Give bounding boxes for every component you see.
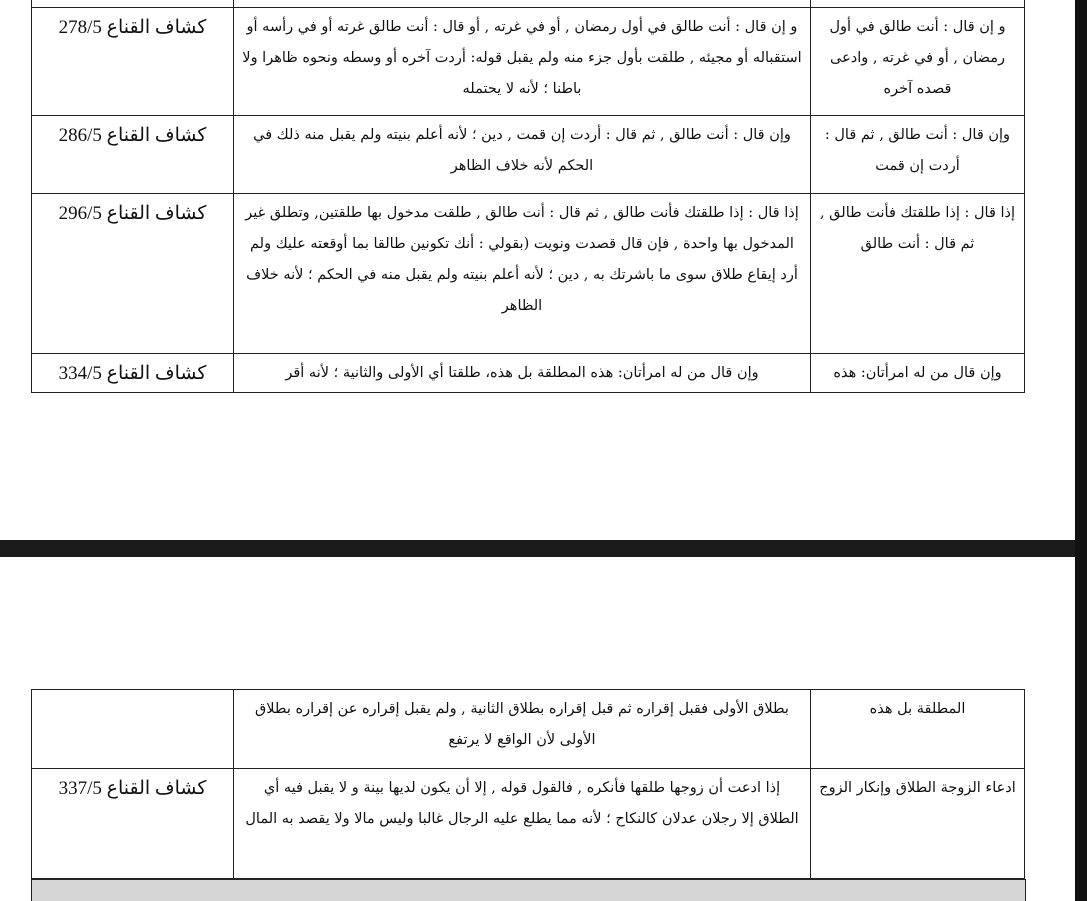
- source-name: كشاف القناع: [106, 17, 207, 38]
- ruling-text-cell: بطلاق الأولى فقبل إقراره ثم قبل إقراره بطلاق الثانية , ولم يقبل إقراره عن إقراره بطلاق الأولى لأن الواقع لا يرتفع: [234, 690, 811, 769]
- table-row-partial: [32, 0, 1025, 8]
- source-name: كشاف القناع: [106, 125, 207, 146]
- ruling-text-cell: و إن قال : أنت طالق في أول رمضان , أو في غرته , أو قال : أنت طالق غرته أو في رأسه أو استقباله أو مجيئه , طلقت بأول جزء منه ولم يقبل قوله: أردت آخره أو وسطه ونحوه ظاهرا ولا باطنا ؛ لأنه لا يحتمله: [234, 8, 811, 116]
- ruling-text-cell: إذا قال : إذا طلقتك فأنت طالق , ثم قال : أنت طالق , طلقت مدخول بها طلقتين, وتطلق غير المدخول بها واحدة , فإن قال قصدت ونويت (بقولي : أنك تكونين طالقا بما أوقعته عليك ولم أرد إيقاع طلاق سوى ما باشرتك به , دين ؛ لأنه أعلم بنيته ولم يقبل منه في الحكم ؛ لأنه خلاف الظاهر: [234, 194, 811, 354]
- issue-title-cell: وإن قال من له امرأتان: هذه: [811, 354, 1025, 393]
- source-volume-page: 278/5: [58, 17, 102, 38]
- issue-title-cell: المطلقة بل هذه: [811, 690, 1025, 769]
- issue-title-cell: إذا قال : إذا طلقتك فأنت طالق , ثم قال : أنت طالق: [811, 194, 1025, 354]
- table-row: [32, 8, 1025, 116]
- ruling-text-cell: وإن قال : أنت طالق , ثم قال : أردت إن قمت , دين ؛ لأنه أعلم بنيته ولم يقبل منه ذلك في الحكم لأنه خلاف الظاهر: [234, 116, 811, 194]
- table-row: [32, 116, 1025, 194]
- ruling-text-cell: إذا ادعت أن زوجها طلقها فأنكره , فالقول قوله , إلا أن يكون لديها بينة و لا يقبل فيه أي الطلاق إلا رجلان عدلان كالنكاح ؛ لأنه مما يطلع عليه الرجال غالبا وليس مالا ولا يقصد به المال: [234, 769, 811, 879]
- source-volume-page: 334/5: [58, 363, 102, 384]
- table-row: [32, 690, 1025, 769]
- source-name: كشاف القناع: [106, 778, 207, 799]
- source-name: كشاف القناع: [106, 363, 207, 384]
- table-row: [32, 194, 1025, 354]
- rulings-table-bottom: [31, 689, 1025, 879]
- source-reference-cell: [32, 194, 234, 354]
- source-volume-page: 337/5: [58, 778, 102, 799]
- source-reference-cell: [32, 769, 234, 879]
- shaded-header-row: [31, 879, 1026, 901]
- source-reference-cell: [32, 690, 234, 769]
- source-volume-page: 296/5: [58, 203, 102, 224]
- source-name: كشاف القناع: [106, 203, 207, 224]
- issue-title-cell: و إن قال : أنت طالق في أول رمضان , أو في غرته , وادعى قصده آخره: [811, 8, 1025, 116]
- page-separator: [0, 540, 1087, 557]
- table-row: [32, 769, 1025, 879]
- source-reference-cell: [32, 8, 234, 116]
- source-reference-cell: [32, 354, 234, 393]
- source-volume-page: 286/5: [58, 125, 102, 146]
- table-row: [32, 354, 1025, 393]
- issue-title-cell: وإن قال : أنت طالق , ثم قال : أردت إن قمت: [811, 116, 1025, 194]
- viewer-right-edge: [1075, 0, 1087, 901]
- issue-title-cell: ادعاء الزوجة الطلاق وإنكار الزوج: [811, 769, 1025, 879]
- ruling-text-cell: وإن قال من له امرأتان: هذه المطلقة بل هذه، طلقتا أي الأولى والثانية ؛ لأنه أقر: [234, 354, 811, 393]
- rulings-table-top: [31, 0, 1025, 393]
- document-page-bottom: [0, 557, 1075, 901]
- source-reference-cell: [32, 116, 234, 194]
